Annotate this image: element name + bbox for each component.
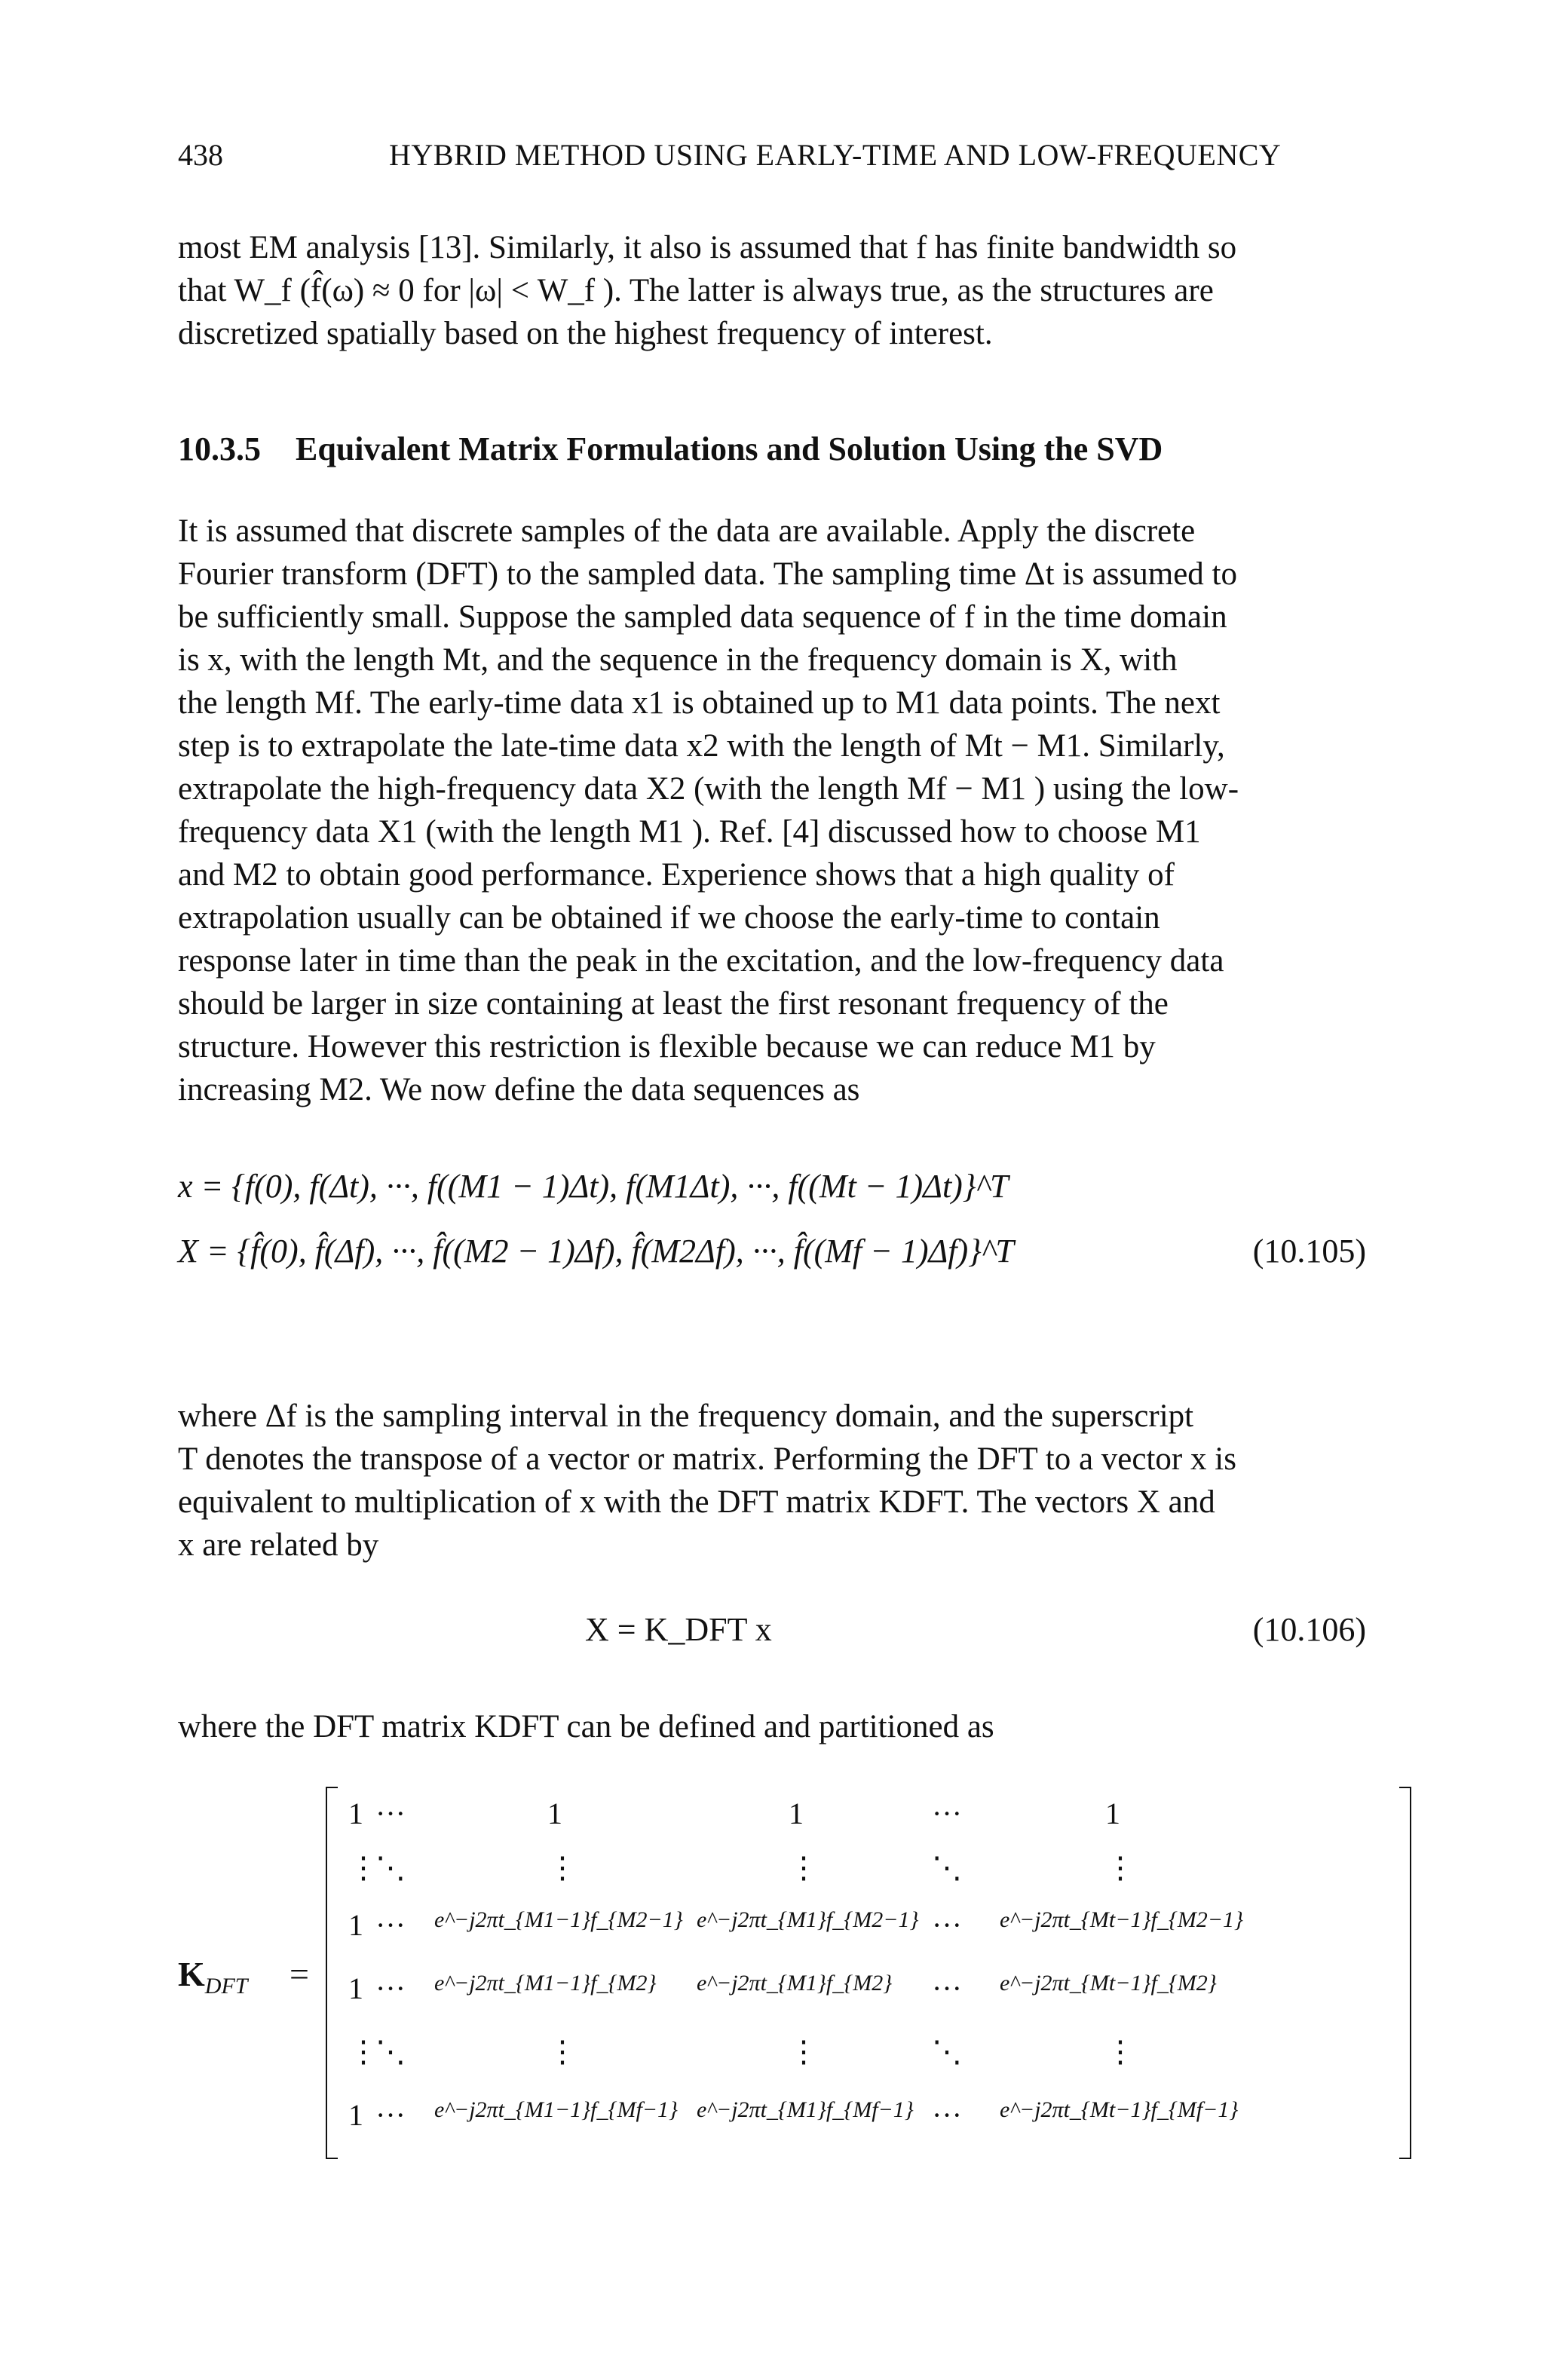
matrix-cell: e^−j2πt_{M1}f_{M2−1} [697,1907,919,1932]
text-line: step is to extrapolate the late-time data x2 with the length of Mt − M1. Similarly, [178,728,1225,764]
text-line: x are related by [178,1527,379,1563]
left-bracket [326,1787,338,2159]
matrix-cell: e^−j2πt_{M1−1}f_{Mf−1} [434,2097,679,2122]
book-page: 438 HYBRID METHOD USING EARLY-TIME AND LOW-FREQUENCY most EM analysis [13]. Similarly, it also is assumed that f has finite bandwidth so that W_f (f̂(ω) ≈ 0 for |ω| < W_f ). The latter is always true, as the structures are discretized spatially based on the highest frequency of interest. 10.3.5 Equivalent Matrix Formulations and Solution Using the SVD It is assumed that discrete samples of the data are available. Apply the discrete Fourier transform (DFT) to the sampled data. The sampling time Δt is assumed to be sufficiently small. Suppose the sampled data sequence of f in the time domain is x, with the length Mt, and the sequence in the frequency domain is X, with the length Mf. The early-time data x1 is obtained up to M1 data points. The next step is to extrapolate the late-time data x2 with the length of Mt − M1. Similarly, extrapolate the high-frequency data X2 (with the length Mf − M1 ) using the low- frequency data X1 (with the length M1 ). Ref. [4] discussed how to choose M1 and M2 to obtain good performance. Experience shows that a high quality of extrapolation usually can be obtained if we choose the early-time to contain response later in time than the peak in the excitation, and the low-frequency data should be larger in size containing at least the first resonant frequency of the structure. However this restriction is flexible because we can reduce M1 by increasing M2. We now define the data sequences as x = {f(0), f(Δt), ···, f((M1 − 1)Δt), f(M1Δt), ···, f((Mt − 1)Δt)}^T X = {f̂(0), f̂(Δf), ···, f̂((M2 − 1)Δf), f̂(M2Δf), ···, f̂((Mf − 1)Δf)}^T (10.105) where Δf is the sampling interval in the frequency domain, and the superscript T denotes the transpose of a vector or matrix. Performing the DFT to a vector x is equivalent to multiplication of x with the DFT matrix KDFT. The vectors X and x are related by X = K_DFT x (10.106) where the DFT matrix KDFT can be defined and partitioned as $K_{DFT}$ = 1 ··· 1 1 ··· 1 ⋮ ⋱ ⋮ ⋮ ⋱ ⋮ 1 ··· e^−j2πt_{M1−1}f_{M2−1} e^−j2πt_{M1}f_{M2−1} ··· e^−j2πt_{Mt−1}f_{M2−1} 1 ··· e^−j2πt_{M1−1}f_{M2} e^−j2πt_{M1}f_{M2} ··· e^−j2πt_{Mt−1}f_{M2} ⋮ ⋱ ⋮ ⋮ ⋱ ⋮ 1 ··· e^−j2πt_{M1−1}f_{Mf−1} e^−j2πt_{M1}f_{Mf−1} ··· e^−j2πt_{Mt−1}f_{Mf−1} [0,0,1544,2380]
equation-10-105-line-2: X = {f̂(0), f̂(Δf), ···, f̂((M2 − 1)Δf), f̂(M2Δf), ···, f̂((Mf − 1)Δf)}^T (10.105) [178,1233,1366,1270]
matrix-cell: ··· [375,1971,406,2005]
text-line: structure. However this restriction is flexible because we can reduce M1 by [178,1029,1156,1064]
matrix-cell: 1 [348,2098,363,2132]
matrix-cell: e^−j2πt_{M1}f_{Mf−1} [697,2097,914,2122]
matrix-cell: e^−j2πt_{M1−1}f_{M2} [434,1971,657,1996]
section-number: 10.3.5 [178,430,261,467]
matrix-cell: ⋱ [932,2035,962,2069]
matrix-cell: e^−j2πt_{Mt−1}f_{M2−1} [1000,1907,1244,1932]
text-line: be sufficiently small. Suppose the sampled data sequence of f in the time domain [178,599,1227,635]
mid-paragraph [178,1395,1366,1567]
text-line: Fourier transform (DFT) to the sampled data. The sampling time Δt is assumed to [178,556,1237,592]
equation-number: (10.106) [1252,1611,1366,1648]
matrix-cell: ⋮ [348,1851,378,1885]
matrix-cell: ⋱ [375,1851,406,1885]
text-line: the length Mf. The early-time data x1 is obtained up to M1 data points. The next [178,685,1221,721]
text-line: It is assumed that discrete samples of the data are available. Apply the discrete [178,513,1196,549]
matrix-cell: 1 [547,1796,562,1830]
matrix-cell: ··· [932,1971,962,2005]
matrix-cell: ··· [375,1796,406,1830]
text-line: and M2 to obtain good performance. Experience shows that a high quality of [178,857,1175,893]
matrix-cell: e^−j2πt_{M1−1}f_{M2−1} [434,1907,683,1932]
dft-matrix [178,1787,1366,2164]
matrix-cell: 1 [1105,1796,1120,1830]
matrix-cell: ⋱ [375,2035,406,2069]
equation-10-105-line-1: x = {f(0), f(Δt), ···, f((M1 − 1)Δt), f(M1Δt), ···, f((Mt − 1)Δt)}^T [178,1168,1009,1205]
matrix-cell: ⋮ [789,1851,819,1885]
intro-paragraph [178,226,1366,355]
text-line: is x, with the length Mt, and the sequence in the frequency domain is X, with [178,642,1178,678]
equation-number: (10.105) [1252,1233,1366,1270]
text-line: extrapolation usually can be obtained if we choose the early-time to contain [178,900,1160,936]
matrix-label: $K_{DFT}$ [178,1955,248,1999]
text-line: most EM analysis [13]. Similarly, it also is assumed that f has finite bandwidth so [178,230,1237,265]
equals-sign: = [290,1955,309,1993]
matrix-cell: ⋮ [547,2035,577,2069]
matrix-cell: ··· [932,2098,962,2132]
section-heading [178,430,1163,468]
matrix-cell: ⋮ [547,1851,577,1885]
text-line: should be larger in size containing at least the first resonant frequency of the [178,986,1169,1022]
matrix-cell: ⋱ [932,1851,962,1885]
matrix-cell: ⋮ [1105,1851,1135,1885]
matrix-cell: e^−j2πt_{Mt−1}f_{M2} [1000,1971,1217,1996]
matrix-cell: 1 [348,1796,363,1830]
page-number: 438 [178,138,223,172]
text-line: increasing M2. We now define the data sequences as [178,1072,860,1107]
running-title: HYBRID METHOD USING EARLY-TIME AND LOW-FREQUENCY [389,138,1282,172]
right-bracket [1399,1787,1411,2159]
body-paragraph [178,510,1366,1111]
matrix-cell: 1 [789,1796,804,1830]
text-line: where the DFT matrix KDFT can be defined and partitioned as [178,1709,994,1744]
text-line: extrapolate the high-frequency data X2 (with the length Mf − M1 ) using the low- [178,771,1239,807]
text-line: discretized spatially based on the highest frequency of interest. [178,316,993,351]
text-line: frequency data X1 (with the length M1 ). Ref. [4] discussed how to choose M1 [178,814,1201,850]
matrix-cell: ··· [932,1908,962,1942]
running-header [178,137,1366,182]
matrix-cell: e^−j2πt_{Mt−1}f_{Mf−1} [1000,2097,1239,2122]
section-title: Equivalent Matrix Formulations and Solution Using the SVD [296,430,1163,467]
text-line: where Δf is the sampling interval in the frequency domain, and the superscript [178,1398,1194,1434]
matrix-cell: e^−j2πt_{M1}f_{M2} [697,1971,893,1996]
matrix-cell: ⋮ [348,2035,378,2069]
matrix-intro [178,1705,1366,1748]
matrix-cell: ⋮ [1105,2035,1135,2069]
matrix-cell: ··· [375,2098,406,2132]
matrix-cell: ··· [932,1796,962,1830]
text-line: that W_f (f̂(ω) ≈ 0 for |ω| < W_f ). The latter is always true, as the structures are [178,273,1214,308]
matrix-cell: ⋮ [789,2035,819,2069]
text-line: T denotes the transpose of a vector or matrix. Performing the DFT to a vector x is [178,1441,1236,1477]
text-line: equivalent to multiplication of x with the DFT matrix KDFT. The vectors X and [178,1484,1215,1520]
matrix-cell: 1 [348,1971,363,2005]
text-line: response later in time than the peak in the excitation, and the low-frequency data [178,943,1224,979]
matrix-cell: ··· [375,1908,406,1942]
matrix-cell: 1 [348,1908,363,1942]
